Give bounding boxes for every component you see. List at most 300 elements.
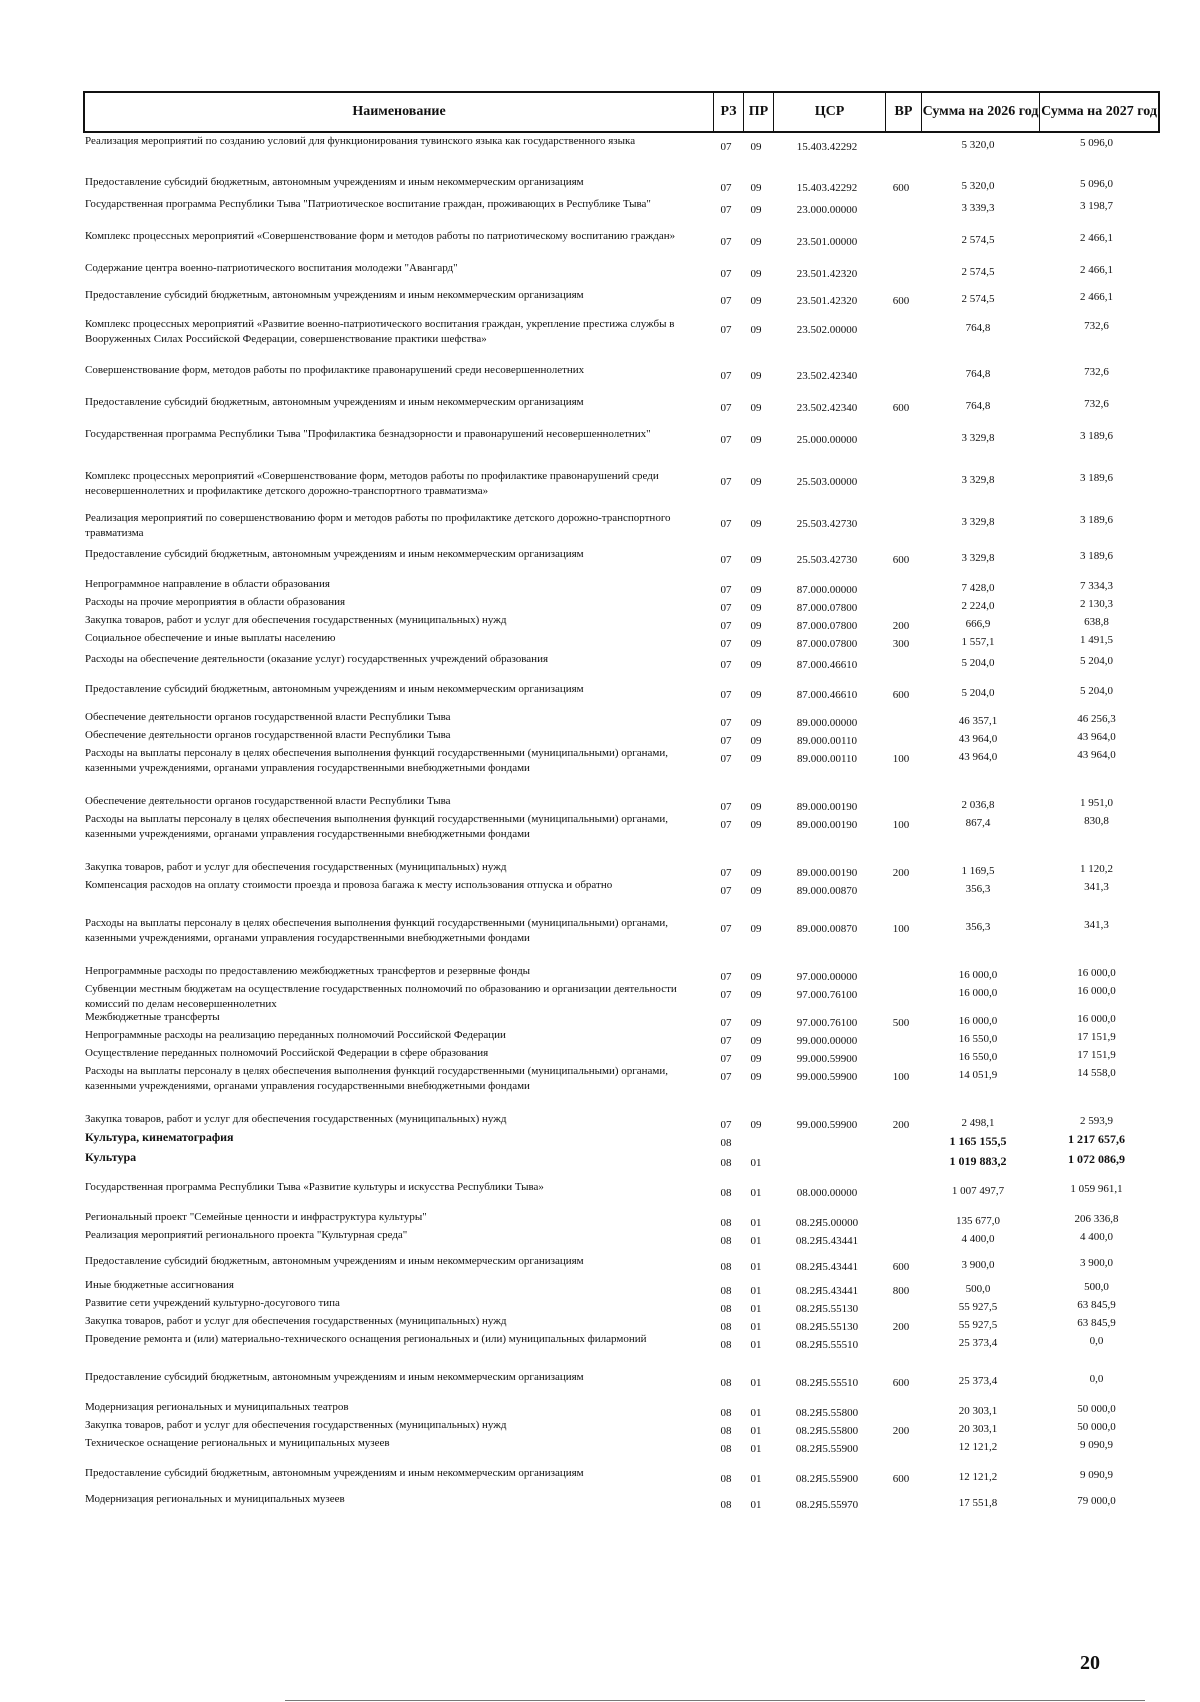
row-name: Осуществление переданных полномочий Российской Федерации в сфере образования: [85, 1047, 489, 1059]
header-vr: ВР: [885, 93, 921, 131]
row-rz: 07: [720, 602, 732, 614]
row-csr: 99.000.00000: [796, 1035, 858, 1047]
row-csr: 87.000.46610: [796, 689, 858, 701]
row-name: Предоставление субсидий бюджетным, автономным учреждениям и иным некоммерческим организациям: [85, 1371, 584, 1383]
row-csr: 87.000.07800: [796, 638, 858, 650]
row-sum-2027: 1 491,5: [1080, 634, 1113, 646]
row-pr: 09: [750, 689, 762, 701]
row-name: Предоставление субсидий бюджетным, автономным учреждениям и иным некоммерческим организациям: [85, 548, 584, 560]
row-sum-2026: 55 927,5: [958, 1319, 998, 1331]
row-vr: 600: [892, 1473, 910, 1485]
row-sum-2027: 5 204,0: [1080, 655, 1113, 667]
row-sum-2027: 732,6: [1084, 320, 1109, 332]
row-name: Совершенствование форм, методов работы по профилактике правонарушений среди несовершеннолетних: [85, 364, 585, 376]
row-pr: 01: [750, 1285, 762, 1297]
row-rz: 07: [720, 638, 732, 650]
row-sum-2027: 5 204,0: [1080, 685, 1113, 697]
row-rz: 08: [720, 1473, 732, 1485]
row-csr: 25.503.00000: [796, 476, 858, 488]
row-name: Комплекс процессных мероприятий «Совершенствование форм и методов работы по патриотическому воспитанию граждан»: [85, 230, 676, 242]
row-name: Предоставление субсидий бюджетным, автономным учреждениям и иным некоммерческим организациям: [85, 289, 584, 301]
row-vr: 200: [892, 1321, 910, 1333]
row-sum-2027: 2 593,9: [1080, 1115, 1113, 1127]
row-csr: 97.000.76100: [796, 989, 858, 1001]
row-sum-2026: 5 320,0: [961, 139, 995, 151]
row-pr: 01: [750, 1425, 762, 1437]
row-sum-2026: 356,3: [965, 921, 991, 933]
row-csr: 97.000.76100: [796, 1017, 858, 1029]
row-rz: 07: [720, 554, 732, 566]
row-rz: 07: [720, 236, 732, 248]
row-sum-2026: 16 000,0: [958, 1015, 998, 1027]
row-csr: 23.501.42320: [796, 295, 858, 307]
row-csr: 25.000.00000: [796, 434, 858, 446]
row-name: Комплекс процессных мероприятий «Развитие военно-патриотического воспитания граждан, укрепление престижа службы в Вооруженных Силах Российской Федерации, совершенствование практики шефства»: [85, 318, 675, 345]
row-pr: 09: [750, 1035, 762, 1047]
row-sum-2027: 43 964,0: [1077, 749, 1116, 761]
row-csr: 87.000.07800: [796, 602, 858, 614]
row-sum-2026: 1 557,1: [961, 636, 995, 648]
row-sum-2027: 1 217 657,6: [1068, 1132, 1125, 1146]
row-csr: 89.000.00870: [796, 885, 858, 897]
row-sum-2027: 2 466,1: [1080, 232, 1113, 244]
row-sum-2027: 63 845,9: [1077, 1317, 1116, 1329]
row-sum-2026: 46 357,1: [958, 715, 998, 727]
row-pr: 01: [750, 1157, 762, 1169]
row-sum-2026: 2 574,5: [961, 234, 995, 246]
row-name: Социальное обеспечение и иные выплаты населению: [85, 632, 336, 644]
row-pr: 09: [750, 1119, 762, 1131]
row-pr: 09: [750, 885, 762, 897]
row-rz: 08: [720, 1303, 732, 1315]
row-sum-2026: 55 927,5: [958, 1301, 998, 1313]
row-vr: 100: [892, 923, 910, 935]
row-sum-2026: 764,8: [965, 322, 991, 334]
row-vr: 600: [892, 1261, 910, 1273]
row-sum-2026: 3 339,3: [961, 202, 995, 214]
row-rz: 07: [720, 434, 732, 446]
row-vr: 200: [892, 1119, 910, 1131]
row-pr: 09: [750, 801, 762, 813]
row-name: Реализация мероприятий по совершенствованию форм и методов работы по профилактике детского дорожно-транспортного травматизма: [85, 512, 671, 539]
row-sum-2026: 25 373,4: [958, 1337, 998, 1349]
row-sum-2026: 2 574,5: [961, 266, 995, 278]
row-pr: 09: [750, 554, 762, 566]
row-sum-2026: 12 121,2: [958, 1471, 998, 1483]
row-rz: 07: [720, 735, 732, 747]
row-sum-2027: 732,6: [1084, 398, 1109, 410]
row-pr: 01: [750, 1303, 762, 1315]
row-csr: 15.403.42292: [796, 141, 858, 153]
row-sum-2027: 0,0: [1089, 1335, 1104, 1347]
row-csr: 99.000.59900: [796, 1053, 858, 1065]
row-csr: 89.000.00110: [796, 735, 858, 747]
row-pr: 09: [750, 518, 762, 530]
row-csr: 99.000.59900: [796, 1119, 858, 1131]
row-name: Реализация мероприятий регионального проекта "Культурная среда": [85, 1229, 408, 1241]
row-sum-2026: 7 428,0: [961, 582, 995, 594]
row-csr: 08.000.00000: [796, 1187, 858, 1199]
row-sum-2026: 3 900,0: [961, 1259, 995, 1271]
row-sum-2027: 2 466,1: [1080, 291, 1113, 303]
row-sum-2026: 867,4: [965, 817, 991, 829]
row-name: Обеспечение деятельности органов государственной власти Республики Тыва: [85, 795, 451, 807]
row-sum-2027: 732,6: [1084, 366, 1109, 378]
row-pr: 09: [750, 476, 762, 488]
row-pr: 09: [750, 620, 762, 632]
row-rz: 07: [720, 819, 732, 831]
row-sum-2027: 1 059 961,1: [1070, 1183, 1123, 1195]
row-csr: 97.000.00000: [796, 971, 858, 983]
row-name: Государственная программа Республики Тыва "Патриотическое воспитание граждан, проживающих в Республике Тыва": [85, 198, 651, 210]
row-sum-2027: 46 256,3: [1077, 713, 1116, 725]
row-rz: 07: [720, 1017, 732, 1029]
row-csr: 87.000.46610: [796, 659, 858, 671]
row-sum-2027: 50 000,0: [1077, 1421, 1116, 1433]
row-sum-2027: 4 400,0: [1080, 1231, 1113, 1243]
row-rz: 08: [720, 1137, 732, 1149]
row-pr: 01: [750, 1407, 762, 1419]
row-sum-2027: 2 130,3: [1080, 598, 1113, 610]
row-sum-2027: 206 336,8: [1074, 1213, 1119, 1225]
row-sum-2026: 25 373,4: [958, 1375, 998, 1387]
row-sum-2026: 43 964,0: [958, 751, 998, 763]
header-pr: ПР: [743, 93, 773, 131]
row-csr: 08.2Я5.55130: [795, 1321, 859, 1333]
row-rz: 07: [720, 204, 732, 216]
row-sum-2026: 16 000,0: [958, 987, 998, 999]
row-csr: 25.503.42730: [796, 518, 858, 530]
row-name: Закупка товаров, работ и услуг для обеспечения государственных (муниципальных) нужд: [85, 1113, 507, 1125]
row-sum-2026: 764,8: [965, 400, 991, 412]
row-rz: 07: [720, 1071, 732, 1083]
row-vr: 100: [892, 819, 910, 831]
row-sum-2027: 341,3: [1084, 881, 1109, 893]
row-name: Реализация мероприятий по созданию условий для функционирования тувинского языка как государственного языка: [85, 135, 636, 147]
row-rz: 08: [720, 1321, 732, 1333]
row-name: Предоставление субсидий бюджетным, автономным учреждениям и иным некоммерческим организациям: [85, 1255, 584, 1267]
row-name: Субвенции местным бюджетам на осуществление государственных полномочий по образованию и организации деятельности комиссий по делам несовершеннолетних: [85, 983, 677, 1010]
row-rz: 07: [720, 689, 732, 701]
row-rz: 07: [720, 295, 732, 307]
row-sum-2026: 14 051,9: [958, 1069, 998, 1081]
header-rz: РЗ: [713, 93, 743, 131]
row-csr: 87.000.00000: [796, 584, 858, 596]
row-sum-2027: 43 964,0: [1077, 731, 1116, 743]
row-csr: 89.000.00190: [796, 819, 858, 831]
row-rz: 07: [720, 867, 732, 879]
row-pr: 09: [750, 753, 762, 765]
row-sum-2026: 1 165 155,5: [949, 1134, 1007, 1148]
row-rz: 07: [720, 182, 732, 194]
row-pr: 09: [750, 638, 762, 650]
row-sum-2026: 2 574,5: [961, 293, 995, 305]
row-csr: 25.503.42730: [796, 554, 858, 566]
row-sum-2026: 2 036,8: [961, 799, 995, 811]
row-vr: 200: [892, 620, 910, 632]
row-sum-2026: 3 329,8: [961, 432, 995, 444]
row-csr: 23.501.00000: [796, 236, 858, 248]
row-rz: 07: [720, 620, 732, 632]
row-name: Закупка товаров, работ и услуг для обеспечения государственных (муниципальных) нужд: [85, 861, 507, 873]
table-header: [83, 91, 1160, 133]
row-csr: 08.2Я5.55130: [795, 1303, 859, 1315]
row-name: Модернизация региональных и муниципальных музеев: [85, 1493, 345, 1505]
row-vr: 600: [892, 1377, 910, 1389]
row-name: Закупка товаров, работ и услуг для обеспечения государственных (муниципальных) нужд: [85, 1315, 507, 1327]
row-vr: 600: [892, 402, 910, 414]
row-sum-2026: 356,3: [965, 883, 991, 895]
row-sum-2026: 16 550,0: [958, 1033, 998, 1045]
row-csr: 87.000.07800: [796, 620, 858, 632]
row-pr: 01: [750, 1187, 762, 1199]
row-vr: 600: [892, 554, 910, 566]
row-name: Закупка товаров, работ и услуг для обеспечения государственных (муниципальных) нужд: [85, 1419, 507, 1431]
row-name: Предоставление субсидий бюджетным, автономным учреждениям и иным некоммерческим организациям: [85, 176, 584, 188]
row-rz: 08: [720, 1407, 732, 1419]
header-csr: ЦСР: [773, 93, 885, 131]
row-name: Закупка товаров, работ и услуг для обеспечения государственных (муниципальных) нужд: [85, 614, 507, 626]
budget-table: [83, 91, 1160, 1693]
row-sum-2027: 16 000,0: [1077, 967, 1116, 979]
row-vr: 200: [892, 1425, 910, 1437]
row-pr: 01: [750, 1339, 762, 1351]
row-csr: 08.2Я5.55510: [795, 1339, 859, 1351]
row-sum-2027: 5 096,0: [1080, 178, 1113, 190]
row-pr: 09: [750, 819, 762, 831]
row-sum-2026: 3 329,8: [961, 552, 995, 564]
row-csr: 23.000.00000: [796, 204, 858, 216]
row-sum-2026: 3 329,8: [961, 516, 995, 528]
row-pr: 09: [750, 971, 762, 983]
row-rz: 07: [720, 584, 732, 596]
row-sum-2026: 12 121,2: [958, 1441, 998, 1453]
row-rz: 07: [720, 476, 732, 488]
row-sum-2027: 1 951,0: [1080, 797, 1113, 809]
row-csr: 99.000.59900: [796, 1071, 858, 1083]
row-sum-2026: 2 498,1: [961, 1117, 995, 1129]
row-csr: 89.000.00190: [796, 867, 858, 879]
row-pr: 09: [750, 324, 762, 336]
row-pr: 09: [750, 602, 762, 614]
row-vr: 200: [892, 867, 910, 879]
bottom-rule: [285, 1700, 1145, 1701]
row-sum-2027: 17 151,9: [1077, 1049, 1116, 1061]
row-csr: 89.000.00190: [796, 801, 858, 813]
row-csr: 08.2Я5.43441: [795, 1285, 859, 1297]
row-pr: 09: [750, 923, 762, 935]
row-vr: 500: [892, 1017, 910, 1029]
row-pr: 09: [750, 182, 762, 194]
header-sum-2027: Сумма на 2027 год: [1039, 93, 1158, 131]
row-rz: 07: [720, 989, 732, 1001]
row-name: Расходы на выплаты персоналу в целях обеспечения выполнения функций государственными (муниципальными) органами, казенными учреждениями, органами управления государственными внебюджетными фондами: [85, 747, 669, 774]
row-sum-2026: 1 007 497,7: [951, 1185, 1005, 1197]
row-rz: 07: [720, 324, 732, 336]
row-name: Обеспечение деятельности органов государственной власти Республики Тыва: [85, 711, 451, 723]
row-rz: 07: [720, 717, 732, 729]
row-sum-2027: 1 072 086,9: [1068, 1152, 1125, 1166]
row-rz: 07: [720, 971, 732, 983]
row-name: Региональный проект "Семейные ценности и инфраструктура культуры": [85, 1211, 427, 1223]
row-name: Проведение ремонта и (или) материально-технического оснащения региональных и (или) муниципальных филармоний: [85, 1333, 647, 1345]
row-sum-2027: 341,3: [1084, 919, 1109, 931]
row-sum-2027: 3 189,6: [1080, 514, 1113, 526]
header-name: Наименование: [352, 104, 446, 119]
row-sum-2026: 5 204,0: [961, 687, 995, 699]
row-sum-2026: 2 224,0: [961, 600, 995, 612]
row-rz: 07: [720, 518, 732, 530]
row-rz: 07: [720, 753, 732, 765]
row-sum-2026: 20 303,1: [958, 1423, 998, 1435]
row-csr: 89.000.00110: [796, 753, 858, 765]
row-csr: 23.502.00000: [796, 324, 858, 336]
row-rz: 07: [720, 370, 732, 382]
row-csr: 08.2Я5.55510: [795, 1377, 859, 1389]
row-pr: 09: [750, 867, 762, 879]
row-sum-2027: 16 000,0: [1077, 985, 1116, 997]
row-sum-2027: 5 096,0: [1080, 137, 1113, 149]
row-name: Развитие сети учреждений культурно-досугового типа: [85, 1297, 340, 1309]
row-pr: 09: [750, 989, 762, 1001]
row-pr: 09: [750, 204, 762, 216]
row-sum-2027: 3 189,6: [1080, 550, 1113, 562]
row-name: Предоставление субсидий бюджетным, автономным учреждениям и иным некоммерческим организациям: [85, 396, 584, 408]
row-sum-2026: 5 204,0: [961, 657, 995, 669]
row-pr: 09: [750, 584, 762, 596]
row-pr: 09: [750, 659, 762, 671]
row-sum-2026: 1 019 883,2: [949, 1154, 1007, 1168]
row-name: Комплекс процессных мероприятий «Совершенствование форм, методов работы по профилактике правонарушений среди несовершеннолетних и профилактике детского дорожно-транспортного травматизма»: [85, 470, 659, 497]
row-sum-2027: 16 000,0: [1077, 1013, 1116, 1025]
row-pr: 01: [750, 1443, 762, 1455]
row-pr: 01: [750, 1321, 762, 1333]
row-vr: 100: [892, 1071, 910, 1083]
table-body: [83, 133, 1160, 1693]
row-name: Модернизация региональных и муниципальных театров: [85, 1401, 349, 1413]
row-sum-2027: 3 198,7: [1080, 200, 1113, 212]
row-name: Расходы на обеспечение деятельности (оказание услуг) государственных учреждений образования: [85, 653, 549, 665]
row-pr: 09: [750, 370, 762, 382]
row-csr: 23.501.42320: [796, 268, 858, 280]
row-name: Расходы на выплаты персоналу в целях обеспечения выполнения функций государственными (муниципальными) органами, казенными учреждениями, органами управления государственными внебюджетными фондами: [85, 1065, 669, 1092]
row-rz: 08: [720, 1217, 732, 1229]
row-name: Непрограммное направление в области образования: [85, 578, 330, 590]
row-csr: 23.502.42340: [796, 402, 858, 414]
row-name: Техническое оснащение региональных и муниципальных музеев: [85, 1437, 390, 1449]
row-sum-2027: 17 151,9: [1077, 1031, 1116, 1043]
row-sum-2027: 9 090,9: [1080, 1439, 1113, 1451]
row-rz: 08: [720, 1187, 732, 1199]
row-rz: 07: [720, 801, 732, 813]
header-sum-2026: Сумма на 2026 год: [921, 93, 1039, 131]
row-pr: 01: [750, 1261, 762, 1273]
row-csr: 15.403.42292: [796, 182, 858, 194]
row-sum-2026: 43 964,0: [958, 733, 998, 745]
row-name: Государственная программа Республики Тыва «Развитие культуры и искусства Республики Тыва»: [85, 1181, 544, 1193]
row-rz: 08: [720, 1425, 732, 1437]
row-name: Иные бюджетные ассигнования: [85, 1279, 234, 1291]
row-sum-2026: 135 677,0: [956, 1215, 1000, 1227]
row-pr: 01: [750, 1235, 762, 1247]
row-sum-2027: 79 000,0: [1077, 1495, 1116, 1507]
row-name: Обеспечение деятельности органов государственной власти Республики Тыва: [85, 729, 451, 741]
row-pr: 09: [750, 236, 762, 248]
row-name: Расходы на прочие мероприятия в области образования: [85, 596, 346, 608]
row-sum-2027: 0,0: [1089, 1373, 1104, 1385]
row-sum-2026: 4 400,0: [961, 1233, 995, 1245]
row-rz: 08: [720, 1443, 732, 1455]
row-csr: 08.2Я5.55970: [795, 1499, 859, 1511]
row-name: Государственная программа Республики Тыва "Профилактика безнадзорности и правонарушений несовершеннолетних": [85, 428, 651, 440]
row-sum-2026: 17 551,8: [958, 1497, 998, 1509]
row-sum-2026: 666,9: [965, 618, 991, 630]
row-sum-2027: 63 845,9: [1077, 1299, 1116, 1311]
row-csr: 08.2Я5.55900: [795, 1443, 859, 1455]
row-pr: 09: [750, 295, 762, 307]
row-vr: 300: [892, 638, 910, 650]
row-rz: 07: [720, 659, 732, 671]
row-pr: 01: [750, 1473, 762, 1485]
row-vr: 600: [892, 182, 910, 194]
row-sum-2026: 3 329,8: [961, 474, 995, 486]
row-rz: 08: [720, 1261, 732, 1273]
row-sum-2026: 1 169,5: [961, 865, 995, 877]
row-name: Культура, кинематография: [85, 1130, 234, 1144]
row-csr: 08.2Я5.00000: [795, 1217, 859, 1229]
row-pr: 09: [750, 735, 762, 747]
row-sum-2027: 3 189,6: [1080, 472, 1113, 484]
row-csr: 08.2Я5.43441: [795, 1261, 859, 1273]
row-name: Содержание центра военно-патриотического воспитания молодежи "Авангард": [85, 262, 458, 274]
row-vr: 600: [892, 295, 910, 307]
row-name: Культура: [85, 1150, 137, 1164]
row-csr: 08.2Я5.55800: [795, 1407, 859, 1419]
row-sum-2027: 638,8: [1084, 616, 1109, 628]
row-pr: 01: [750, 1499, 762, 1511]
row-vr: 100: [892, 753, 910, 765]
row-vr: 600: [892, 689, 910, 701]
row-rz: 07: [720, 1119, 732, 1131]
row-sum-2026: 16 550,0: [958, 1051, 998, 1063]
row-pr: 09: [750, 434, 762, 446]
row-name: Предоставление субсидий бюджетным, автономным учреждениям и иным некоммерческим организациям: [85, 683, 584, 695]
row-sum-2027: 1 120,2: [1080, 863, 1113, 875]
row-csr: 89.000.00870: [796, 923, 858, 935]
row-csr: 89.000.00000: [796, 717, 858, 729]
page-number: 20: [1080, 1652, 1100, 1674]
row-pr: 09: [750, 141, 762, 153]
row-sum-2026: 16 000,0: [958, 969, 998, 981]
row-sum-2026: 5 320,0: [961, 180, 995, 192]
row-pr: 09: [750, 717, 762, 729]
row-csr: 23.502.42340: [796, 370, 858, 382]
row-sum-2027: 500,0: [1084, 1281, 1109, 1293]
row-rz: 08: [720, 1377, 732, 1389]
row-sum-2027: 3 189,6: [1080, 430, 1113, 442]
row-rz: 08: [720, 1157, 732, 1169]
row-rz: 07: [720, 1053, 732, 1065]
row-name: Межбюджетные трансферты: [85, 1011, 220, 1023]
row-name: Компенсация расходов на оплату стоимости проезда и провоза багажа к месту использования отпуска и обратно: [85, 879, 613, 891]
row-sum-2027: 7 334,3: [1080, 580, 1113, 592]
row-sum-2027: 2 466,1: [1080, 264, 1113, 276]
row-name: Предоставление субсидий бюджетным, автономным учреждениям и иным некоммерческим организациям: [85, 1467, 584, 1479]
row-name: Расходы на выплаты персоналу в целях обеспечения выполнения функций государственными (муниципальными) органами, казенными учреждениями, органами управления государственными внебюджетными фондами: [85, 917, 669, 944]
row-rz: 07: [720, 402, 732, 414]
row-name: Непрограммные расходы по предоставлению межбюджетных трансфертов и резервные фонды: [85, 965, 531, 977]
row-sum-2027: 14 558,0: [1077, 1067, 1116, 1079]
